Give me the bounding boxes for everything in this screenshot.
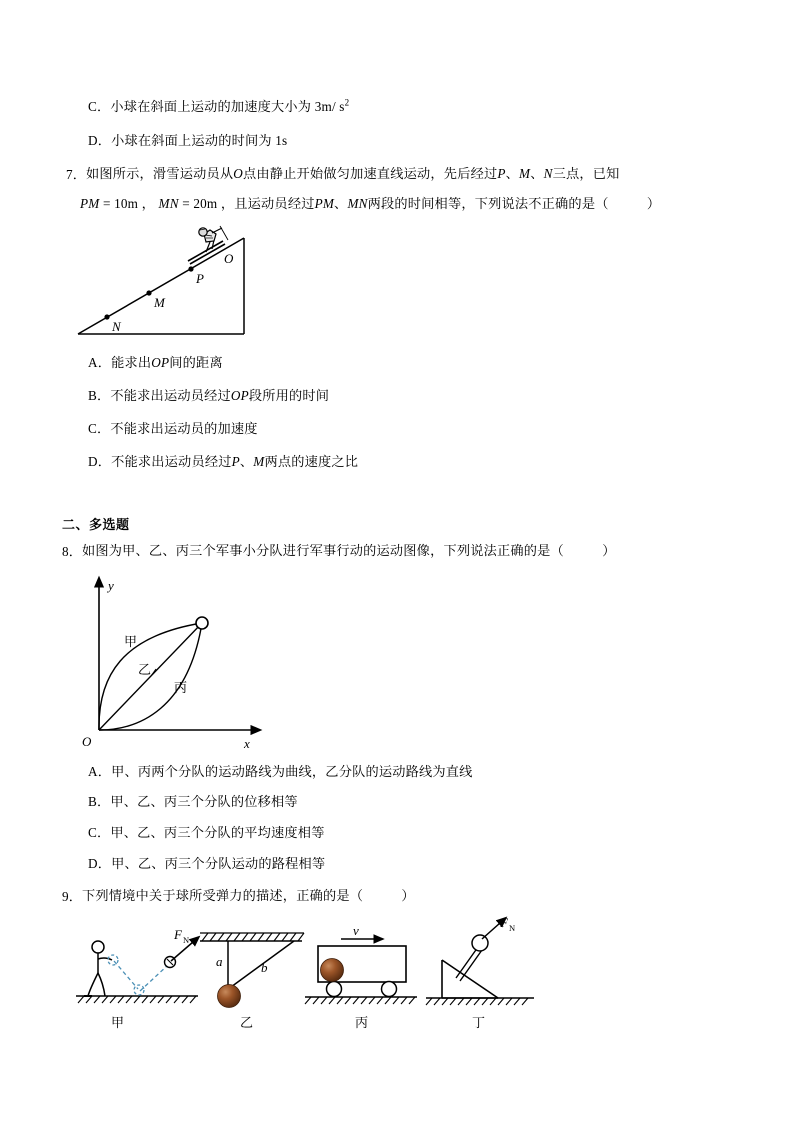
q8-option-c: C．甲、乙、丙三个分队的平均速度相等 [88, 825, 325, 840]
q9-figure-ding [424, 917, 544, 1015]
q7-option-d: D．不能求出运动员经过P、M两点的速度之比 [88, 454, 359, 469]
q6-option-c-superscript: 2 [344, 97, 350, 108]
q9-caption-yi: 乙 [240, 1015, 254, 1030]
point-N-label: N [112, 319, 121, 334]
point-N-dot [104, 314, 109, 319]
cart-wheel-right [382, 982, 397, 997]
q9-stem: 下列情境中关于球所受弹力的描述，正确的是（ ） [82, 888, 415, 903]
incline-ball [472, 935, 488, 951]
velocity-label: v [353, 923, 359, 938]
q8-figure-xy-paths [62, 568, 277, 760]
section-heading-multiple-choice: 二、多选题 [62, 517, 130, 532]
ceiling-hatching [202, 933, 304, 941]
cart-ball [321, 959, 344, 982]
point-M-dot [146, 290, 151, 295]
force-arrow-FN-ding [482, 923, 500, 939]
q7-stem-line1: 如图所示，滑雪运动员从O点由静止开始做匀加速直线运动，先后经过P、M、N三点，已知 [86, 166, 620, 181]
q9-figure-bing [303, 922, 423, 1016]
point-P-dot [188, 266, 193, 271]
point-M-label: M [154, 295, 165, 310]
point-P-label: P [196, 271, 204, 286]
q9-caption-bing: 丙 [355, 1015, 369, 1030]
y-axis-label: y [108, 578, 114, 593]
q8-option-d: D．甲、乙、丙三个分队运动的路程相等 [88, 856, 326, 871]
ground-hatching-bing [305, 997, 415, 1004]
q9-caption-ding: 丁 [472, 1015, 486, 1030]
q6-option-c-text: C．小球在斜面上运动的加速度大小为 3m/ s [88, 99, 345, 114]
q9-number: 9． [62, 889, 83, 904]
origin-label: O [82, 734, 92, 749]
force-label-FN-subscript: N [183, 935, 190, 945]
q9-figure-jia [76, 925, 211, 1015]
q8-number: 8． [62, 544, 83, 559]
q8-option-b: B．甲、乙、丙三个分队的位移相等 [88, 794, 298, 809]
string-a-label: a [216, 954, 223, 969]
q9-caption-jia: 甲 [111, 1015, 125, 1030]
endpoint-circle [196, 617, 208, 629]
force-arrow-FN [171, 942, 193, 961]
q6-option-c [88, 96, 349, 115]
label-bing: 丙 [174, 680, 188, 695]
q7-number: 7． [66, 167, 87, 182]
bounce-trajectory [114, 961, 168, 991]
ball-bounce-ghost [134, 985, 144, 995]
ground-hatching-ding [426, 998, 528, 1005]
force-label-FN-ding-subscript: N [509, 923, 516, 933]
q7-figure-ski-slope [60, 226, 270, 344]
rod-line-1 [456, 947, 478, 978]
force-label-FN-ding: F [500, 915, 508, 930]
q9-figure-yi [198, 928, 316, 1014]
label-yi: 乙 [138, 662, 152, 677]
string-b-label: b [261, 960, 268, 975]
point-O-label: O [224, 251, 234, 266]
label-jia: 甲 [124, 634, 138, 649]
hanging-ball [218, 985, 241, 1008]
q7-option-a: A．能求出OP间的距离 [88, 355, 223, 370]
force-label-FN: F [174, 927, 182, 942]
q7-option-b: B．不能求出运动员经过OP段所用的时间 [88, 388, 330, 403]
q6-option-d: D．小球在斜面上运动的时间为 1s [88, 133, 288, 148]
cart-wheel-left [327, 982, 342, 997]
x-axis-label: x [244, 736, 250, 751]
stick-figure-thrower [84, 941, 112, 996]
q7-option-c: C．不能求出运动员的加速度 [88, 421, 258, 436]
q8-option-a: A．甲、丙两个分队的运动路线为曲线，乙分队的运动路线为直线 [88, 764, 473, 779]
q7-stem-line2: PM = 10m ， MN = 20m ，且运动员经过PM、MN两段的时间相等，下列说法不正确的是（ ） [80, 196, 661, 211]
rod-line-2 [460, 950, 482, 981]
q8-stem: 如图为甲、乙、丙三个军事小分队进行军事行动的运动图像，下列说法正确的是（ ） [82, 543, 616, 558]
